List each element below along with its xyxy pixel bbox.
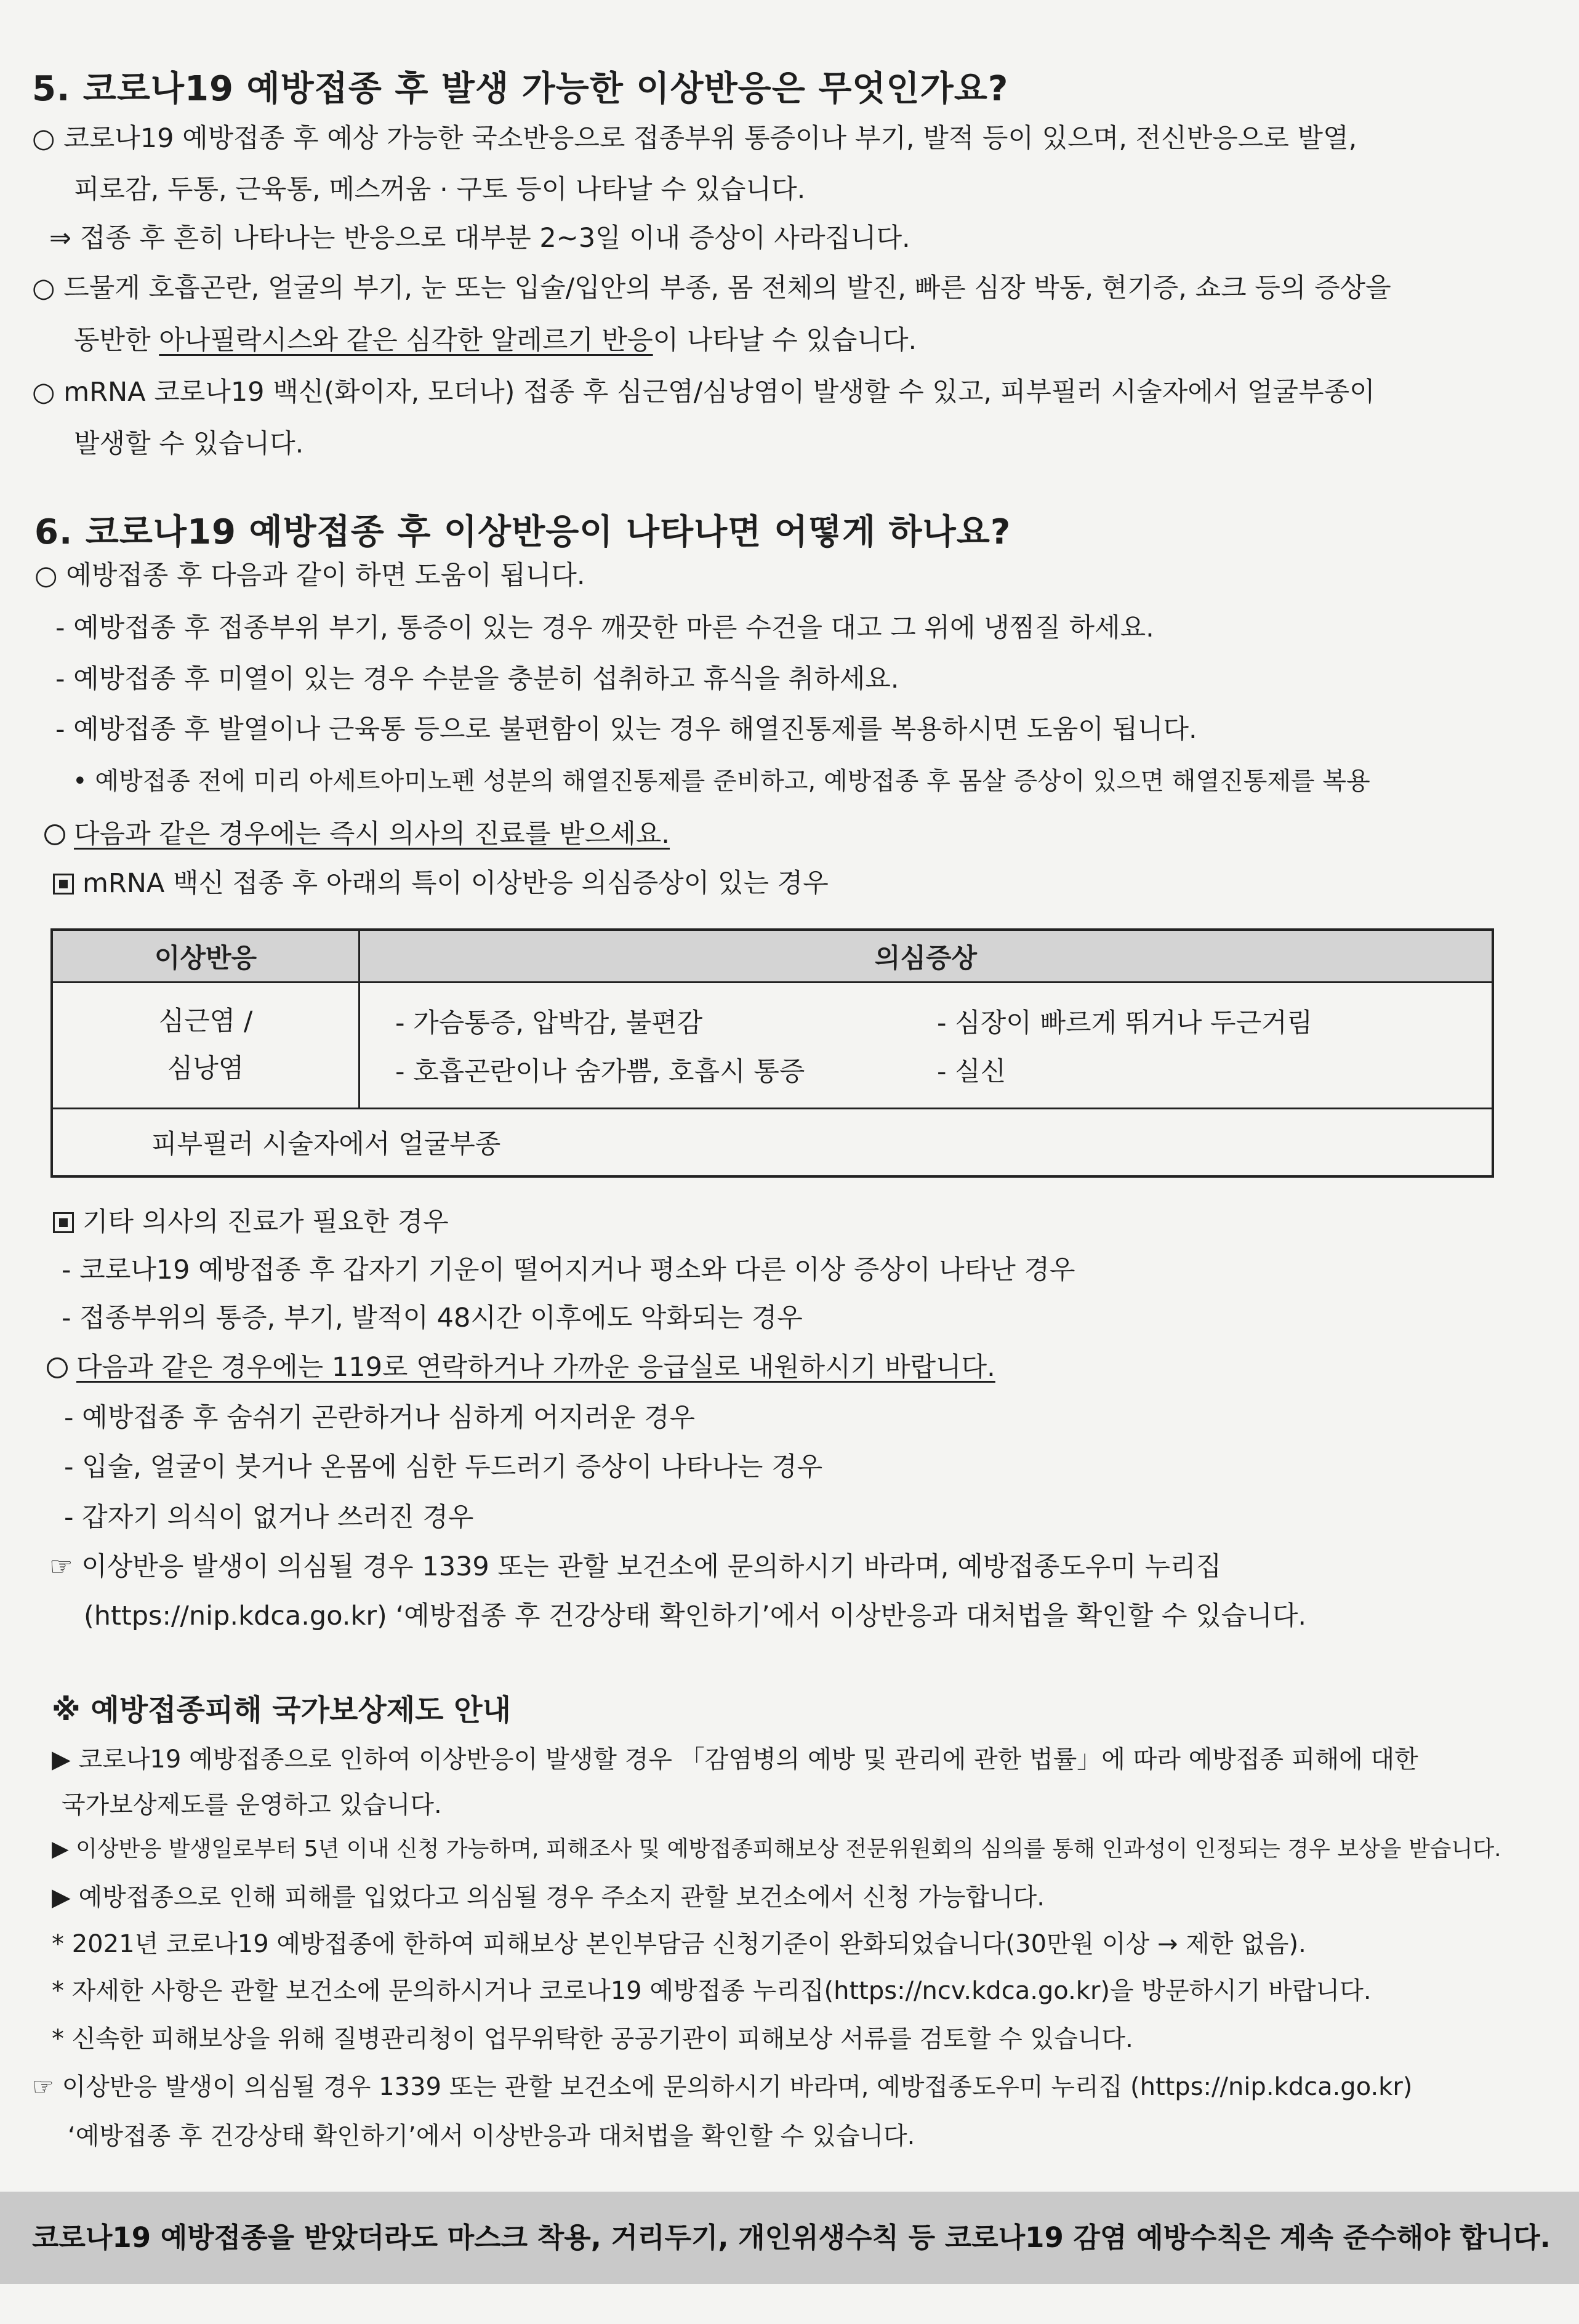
circle-bullet-icon — [47, 1357, 68, 1378]
compensation-title: ※ 예방접종피해 국가보상제도 안내 — [52, 1693, 511, 1727]
circle-bullet-icon — [44, 824, 65, 845]
section6-title: 6. 코로나19 예방접종 후 이상반응이 나타나면 어떻게 하나요? — [34, 512, 1011, 552]
symptom-cell — [360, 983, 1493, 1109]
line5-pre: 동반한 — [74, 325, 159, 356]
square-bullet-icon — [53, 1212, 74, 1233]
symptom-item: - 호흡곤란이나 숨가쁨, 호흡시 통증 — [395, 1056, 805, 1087]
banner-text: 코로나19 예방접종을 받았더라도 마스크 착용, 거리두기, 개인위생수칙 등 코로나19 감염 예방수칙은 계속 준수해야 합니다. — [32, 2221, 1551, 2254]
compensation-contact-2: ‘예방접종 후 건강상태 확인하기’에서 이상반응과 대처법을 확인할 수 있습니다. — [68, 2122, 915, 2150]
emergency-item-2: - 입술, 얼굴이 붓거나 온몸에 심한 두드러기 증상이 나타나는 경우 — [64, 1452, 823, 1482]
section5-line-6: ○ mRNA 코로나19 백신(화이자, 모더나) 접종 후 심근염/심낭염이 발생할 수 있고, 피부필러 시술자에서 얼굴부종이 — [32, 377, 1375, 408]
section5-title: 5. 코로나19 예방접종 후 발생 가능한 이상반응은 무엇인가요? — [32, 69, 1009, 109]
tip-4: • 예방접종 전에 미리 아세트아미노펜 성분의 해열진통제를 준비하고, 예방접종 후 몸살 증상이 있으면 해열진통제를 복용 — [73, 767, 1370, 795]
table-header-reaction: 이상반응 — [52, 930, 360, 983]
other-item-1: - 코로나19 예방접종 후 갑자기 기운이 떨어지거나 평소와 다른 이상 증상이 나타난 경우 — [62, 1255, 1075, 1285]
symptom-item: - 실신 — [937, 1056, 1006, 1087]
compensation-line-1: ▶ 코로나19 예방접종으로 인하여 이상반응이 발생할 경우 「감염병의 예방 및 관리에 관한 법률」에 따라 예방접종 피해에 대한 — [52, 1745, 1418, 1774]
emergency-item-3: - 갑자기 의식이 없거나 쓰러진 경우 — [64, 1502, 474, 1533]
compensation-line-4: ▶ 예방접종으로 인해 피해를 입었다고 의심될 경우 주소지 관할 보건소에서 신청 가능합니다. — [52, 1883, 1045, 1912]
emergency-item-1: - 예방접종 후 숨쉬기 곤란하거나 심하게 어지러운 경우 — [64, 1402, 696, 1433]
reaction-name — [52, 983, 360, 1109]
section5-line-5 — [74, 325, 917, 357]
section5-line-7: 발생할 수 있습니다. — [74, 428, 304, 459]
section5-line-1: ○ 코로나19 예방접종 후 예상 가능한 국소반응으로 접종부위 통증이나 부기, 발적 등이 있으며, 전신반응으로 발열, — [32, 123, 1357, 154]
compensation-line-3: ▶ 이상반응 발생일로부터 5년 이내 신청 가능하며, 피해조사 및 예방접종피해보상 전문위원회의 심의를 통해 인과성이 인정되는 경우 보상을 받습니다. — [52, 1836, 1501, 1862]
tip-3: - 예방접종 후 발열이나 근육통 등으로 불편함이 있는 경우 해열진통제를 복용하시면 도움이 됩니다. — [55, 714, 1197, 745]
emergency-heading-text: 다음과 같은 경우에는 119로 연락하거나 가까운 응급실로 내원하시기 바랍니다. — [76, 1352, 995, 1383]
contact-line-1: ☞ 이상반응 발생이 의심될 경우 1339 또는 관할 보건소에 문의하시기 바라며, 예방접종도우미 누리집 — [49, 1551, 1222, 1582]
tip-1: - 예방접종 후 접종부위 부기, 통증이 있는 경우 깨끗한 마른 수건을 대고 그 위에 냉찜질 하세요. — [55, 613, 1154, 643]
mrna-heading-text: mRNA 백신 접종 후 아래의 특이 이상반응 의심증상이 있는 경우 — [82, 868, 829, 899]
section6-intro: ○ 예방접종 후 다음과 같이 하면 도움이 됩니다. — [34, 560, 585, 591]
tip-2: - 예방접종 후 미열이 있는 경우 수분을 충분히 섭취하고 휴식을 취하세요. — [55, 664, 899, 694]
compensation-note-1: * 2021년 코로나19 예방접종에 한하여 피해보상 본인부담금 신청기준이 완화되었습니다(30만원 이상 → 제한 없음). — [52, 1930, 1306, 1958]
table-row — [52, 1109, 1493, 1177]
table-header-symptoms: 의심증상 — [360, 930, 1493, 983]
section5-line-3: ⇒ 접종 후 흔히 나타나는 반응으로 대부분 2~3일 이내 증상이 사라집니다. — [49, 223, 910, 254]
filler-row: 피부필러 시술자에서 얼굴부종 — [151, 1129, 501, 1160]
compensation-contact-1: ☞ 이상반응 발생이 의심될 경우 1339 또는 관할 보건소에 문의하시기 바라며, 예방접종도우미 누리집 (https://nip.kdca.go.kr) — [32, 2073, 1413, 2101]
other-heading — [53, 1207, 449, 1239]
other-item-2: - 접종부위의 통증, 부기, 발적이 48시간 이후에도 악화되는 경우 — [62, 1303, 803, 1333]
section5-line-2: 피로감, 두통, 근육통, 메스꺼움 · 구토 등이 나타날 수 있습니다. — [74, 174, 806, 205]
other-heading-text: 기타 의사의 진료가 필요한 경우 — [82, 1207, 449, 1237]
square-bullet-icon — [53, 874, 74, 895]
table-row — [52, 983, 1493, 1109]
mrna-heading — [53, 868, 829, 900]
symptom-item: - 가슴통증, 압박감, 불편감 — [395, 1008, 703, 1039]
compensation-note-3: * 신속한 피해보상을 위해 질병관리청이 업무위탁한 공공기관이 피해보상 서류를 검토할 수 있습니다. — [52, 2025, 1133, 2053]
reaction-name-b: 심낭염 — [167, 1053, 244, 1084]
section5-line-4: ○ 드물게 호흡곤란, 얼굴의 부기, 눈 또는 입술/입안의 부종, 몸 전체의 발진, 빠른 심장 박동, 현기증, 쇼크 등의 증상을 — [32, 273, 1391, 304]
compensation-note-2: * 자세한 사항은 관할 보건소에 문의하시거나 코로나19 예방접종 누리집(https://ncv.kdca.go.kr)을 방문하시기 바랍니다. — [52, 1977, 1372, 2005]
symptom-item: - 심장이 빠르게 뛰거나 두근거림 — [937, 1008, 1313, 1039]
doctor-heading-text: 다음과 같은 경우에는 즉시 의사의 진료를 받으세요. — [74, 819, 670, 850]
symptom-table — [50, 928, 1494, 1178]
contact-line-2: (https://nip.kdca.go.kr) ‘예방접종 후 건강상태 확인하기’에서 이상반응과 대처법을 확인할 수 있습니다. — [84, 1601, 1307, 1631]
emergency-heading — [47, 1352, 995, 1384]
reaction-name-a: 심근염 / — [158, 1005, 253, 1037]
doctor-heading — [44, 819, 670, 851]
compensation-line-2: 국가보상제도를 운영하고 있습니다. — [62, 1791, 442, 1819]
line5-post: 이 나타날 수 있습니다. — [653, 325, 917, 356]
anaphylaxis-warning: 아나필락시스와 같은 심각한 알레르기 반응 — [159, 325, 653, 356]
